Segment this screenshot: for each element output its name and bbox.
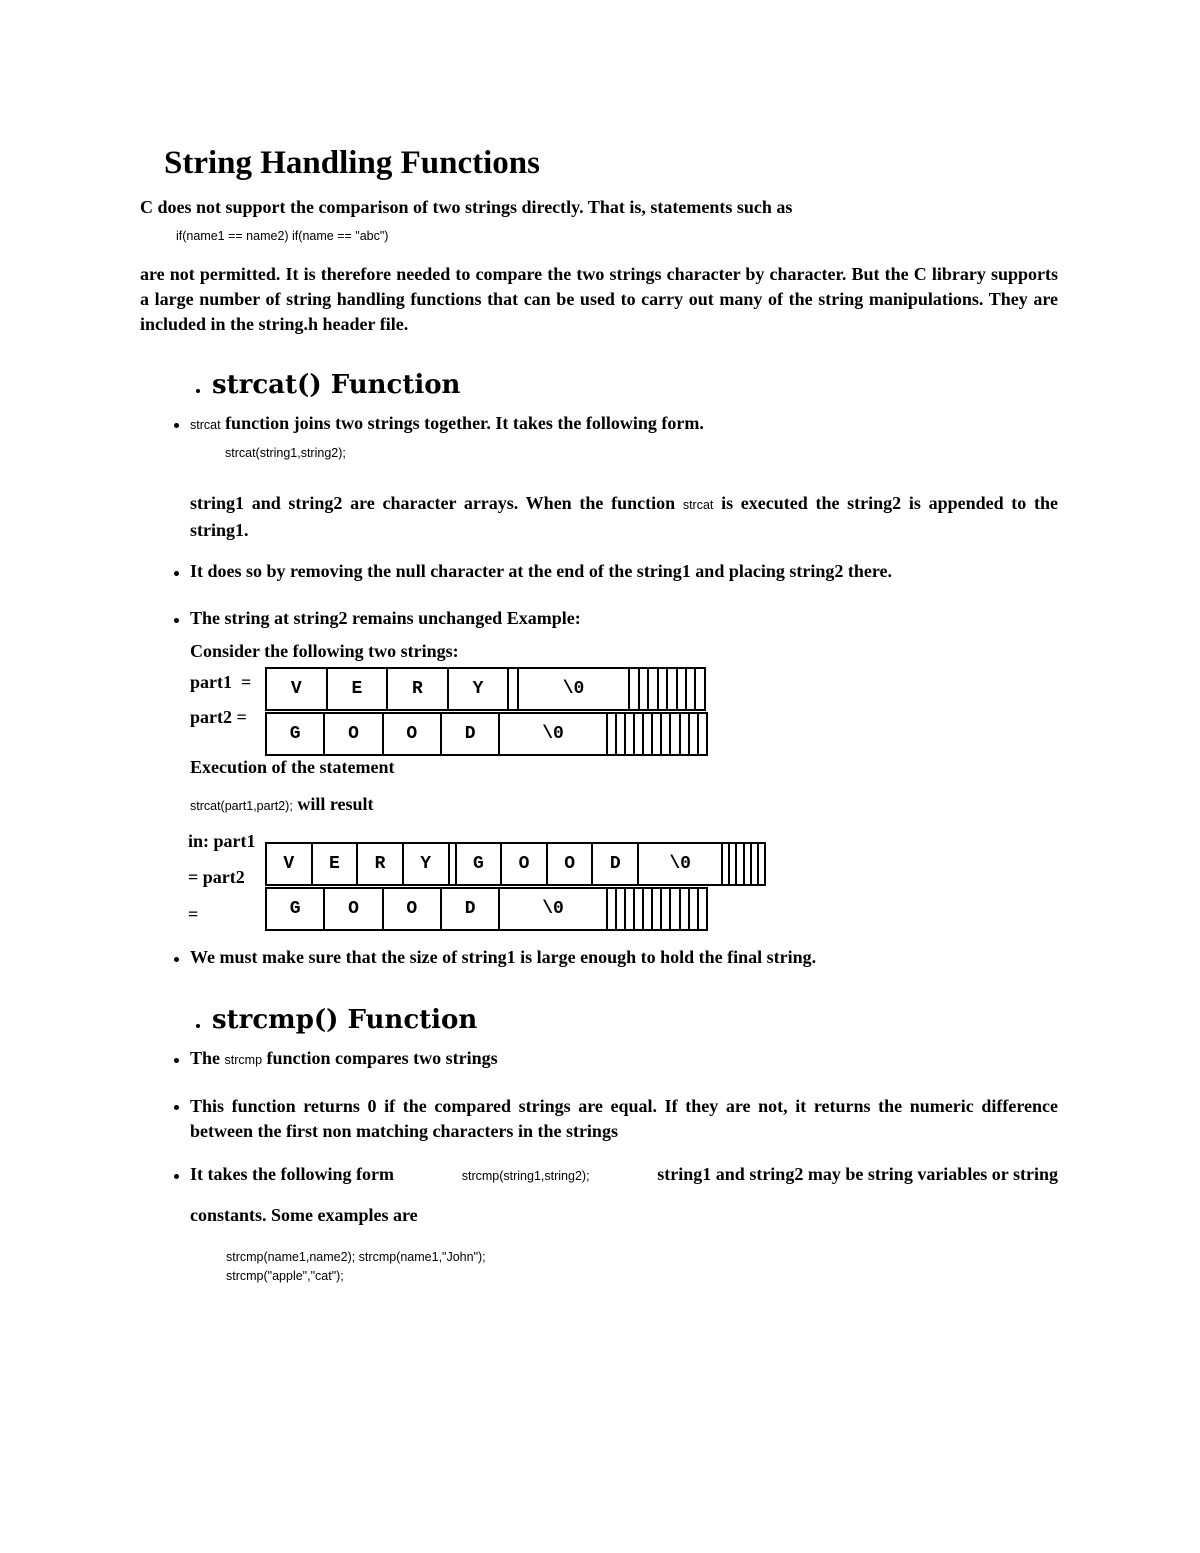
array-cell: \0 [499,888,606,930]
result-label-eq: = [188,904,199,924]
array-cell [751,843,758,885]
array-cell: D [441,713,499,755]
array-cell [758,843,765,885]
strcat-heading: strcat() Function [212,370,461,400]
array-cell: E [312,843,358,885]
array-cell [722,843,729,885]
array-cell: \0 [518,668,630,710]
strcmp-bullet-2: This function returns 0 if the compared strings are equal. If they are not, it returns the numeric difference between the first non matching characters in the strings [190,1096,1058,1141]
array-cell [508,668,517,710]
array-cell: O [501,843,547,885]
array-cell [616,713,625,755]
statement-line [190,794,374,815]
array-cell [607,713,616,755]
array-cell [670,713,679,755]
strcmp-heading: strcmp() Function [212,1005,478,1035]
array-cell [449,843,456,885]
array-cell [686,668,695,710]
array-cell: V [266,843,312,885]
intro-text: C does not support the comparison of two strings directly. That is, statements such as [140,197,793,217]
strcat-bullet-1 [190,413,704,434]
array-cell [729,843,736,885]
inline-code: strcat [682,498,714,512]
strcat-bullet-4: We must make sure that the size of string1 is large enough to hold the final string. [190,947,817,967]
intro-paragraph: are not permitted. It is therefore needed to compare the two strings character by character. But the C library supports a large number of string handling functions that can be used to carry out many of the string manipulations. They are included in the string.h header file. [140,264,1058,334]
array-cell [661,888,670,930]
array-cell [670,888,679,930]
array-cell: E [327,668,388,710]
bullet-icon [174,1174,179,1179]
array-cell [689,713,698,755]
array-cell [625,713,634,755]
array-cell: G [456,843,502,885]
bullet-icon [174,618,179,623]
result-label-part1: in: part1 [188,831,256,851]
strcmp-bullet-3-cont: constants. Some examples are [190,1205,418,1225]
consider-text: Consider the following two strings: [190,641,459,661]
array-cell: O [383,888,441,930]
strcmp-example-1: strcmp(name1,name2); strcmp(name1,"John"); [226,1250,486,1264]
array-cell [698,713,707,755]
bullet-icon [196,1024,200,1028]
strcat-description [190,491,1058,543]
page-title: String Handling Functions [164,145,540,181]
array-cell: G [266,888,324,930]
desc-text: string1 and string2 are character arrays. When the function [190,493,683,513]
array-cell [667,668,676,710]
array-cell: \0 [499,713,606,755]
inline-code: strcmp [224,1053,263,1067]
inline-code: strcmp(string1,string2); [461,1169,590,1183]
array-cell: O [324,713,382,755]
array-cell [629,668,638,710]
array-cell [643,888,652,930]
array-cell [689,888,698,930]
bullet-icon [174,423,179,428]
strcat-form-code: strcat(string1,string2); [225,446,346,460]
array-cell [639,668,648,710]
result-part1-array [265,842,766,886]
bullet-text: function joins two strings together. It takes the following form. [220,413,704,433]
strcmp-bullet-3 [190,1164,1058,1185]
bullet-text: function compares two strings [262,1048,498,1068]
array-cell [607,888,616,930]
bullet-text: The [190,1048,225,1068]
array-cell [695,668,705,710]
inline-code: strcat(part1,part2); [190,799,293,813]
bullet-icon [174,1105,179,1110]
array-cell: V [266,668,327,710]
array-cell [677,668,686,710]
statement-text: will result [292,794,374,814]
array-cell [698,888,707,930]
bullet-icon [174,1058,179,1063]
array-cell: D [592,843,638,885]
array-cell [634,888,643,930]
array-cell: O [383,713,441,755]
bullet-icon [196,389,200,393]
array-cell [661,713,670,755]
part1-label: part1 = [190,672,252,692]
part2-label: part2 = [190,707,247,727]
array-cell: R [357,843,403,885]
array-cell [625,888,634,930]
part2-array [265,712,708,756]
strcat-bullet-3: The string at string2 remains unchanged Example: [190,608,581,628]
strcat-bullet-2: It does so by removing the null character at the end of the string1 and placing string2 there. [190,561,892,581]
bullet-icon [174,571,179,576]
bullet-icon [174,957,179,962]
array-cell: \0 [638,843,722,885]
inline-code: strcat [190,418,221,432]
array-cell: R [387,668,448,710]
array-cell: G [266,713,324,755]
array-cell [736,843,743,885]
array-cell: O [547,843,593,885]
result-label-part2: = part2 [188,867,245,887]
array-cell: Y [448,668,509,710]
array-cell [652,713,661,755]
desc-text: is executed the string2 is appended to the string1. [190,493,1058,540]
intro-code: if(name1 == name2) if(name == "abc") [176,229,389,243]
array-cell [658,668,667,710]
array-cell [634,713,643,755]
array-cell [744,843,751,885]
array-cell: O [324,888,382,930]
array-cell [652,888,661,930]
array-cell: Y [403,843,449,885]
array-cell [643,713,652,755]
array-cell [680,713,689,755]
strcmp-example-2: strcmp("apple","cat"); [226,1269,344,1283]
array-cell [648,668,657,710]
result-part2-array [265,887,708,931]
strcmp-bullet-1 [190,1048,498,1069]
execution-text: Execution of the statement [190,757,395,777]
array-cell [680,888,689,930]
bullet-text: string1 and string2 may be string variables or string [657,1164,1058,1184]
part1-array [265,667,706,711]
bullet-text: It takes the following form [190,1164,394,1184]
array-cell: D [441,888,499,930]
array-cell [616,888,625,930]
